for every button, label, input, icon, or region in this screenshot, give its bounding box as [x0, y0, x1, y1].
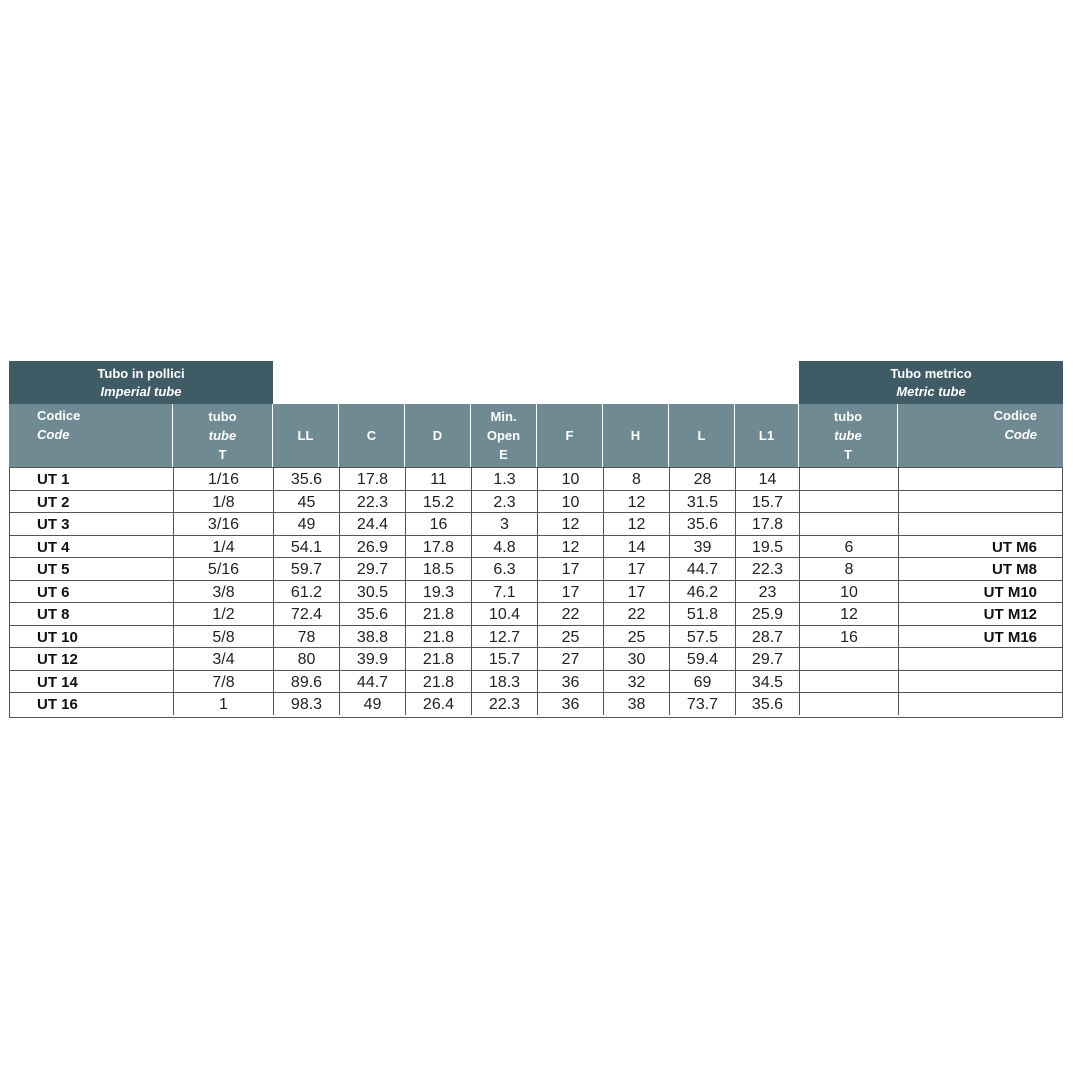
table-cell-mtube: 8 — [799, 558, 898, 580]
table-cell-mcode — [898, 468, 1063, 490]
table-row — [9, 692, 1063, 714]
column-header-line: T — [844, 447, 852, 462]
column-header-mcode — [898, 404, 1063, 467]
table-cell-f: 27 — [537, 648, 603, 670]
table-cell-ll: 45 — [273, 491, 339, 513]
table-row — [9, 647, 1063, 669]
column-header-tube — [173, 404, 273, 467]
table-cell-h: 25 — [603, 626, 669, 648]
table-cell-l1: 28.7 — [735, 626, 799, 648]
table-cell-c: 22.3 — [339, 491, 405, 513]
column-header-line: tubo — [208, 409, 237, 424]
table-cell-f: 17 — [537, 581, 603, 603]
table-cell-tube: 1 — [173, 693, 273, 715]
table-cell-h: 30 — [603, 648, 669, 670]
table-cell-l1: 17.8 — [735, 513, 799, 535]
table-cell-h: 14 — [603, 536, 669, 558]
column-header-h — [603, 404, 669, 467]
table-cell-l: 51.8 — [669, 603, 735, 625]
table-cell-code: UT 2 — [37, 493, 70, 511]
table-cell-tube: 3/4 — [173, 648, 273, 670]
table-cell-tube: 5/16 — [173, 558, 273, 580]
table-border-right — [1062, 467, 1063, 717]
column-header-line: H — [630, 428, 641, 443]
dimension-table — [9, 361, 1063, 717]
table-cell-mtube: 6 — [799, 536, 898, 558]
table-cell-mtube — [799, 671, 898, 693]
table-cell-l1: 29.7 — [735, 648, 799, 670]
table-cell-code: UT 8 — [37, 606, 70, 623]
table-cell-code: UT 4 — [37, 538, 70, 556]
table-cell-d: 11 — [405, 468, 471, 490]
table-cell-mtube — [799, 693, 898, 715]
table-cell-d: 16 — [405, 513, 471, 535]
table-cell-mcode — [898, 648, 1063, 670]
table-cell-l: 57.5 — [669, 626, 735, 648]
table-cell-l: 39 — [669, 536, 735, 558]
column-header-line: tube — [834, 428, 862, 443]
table-cell-e: 12.7 — [471, 626, 537, 648]
table-cell-h: 8 — [603, 468, 669, 490]
table-row — [9, 557, 1063, 579]
column-header-l1 — [735, 404, 799, 467]
table-cell-f: 10 — [537, 491, 603, 513]
table-cell-l1: 14 — [735, 468, 799, 490]
metric-tube-group-header — [799, 361, 1063, 404]
table-cell-f: 36 — [537, 671, 603, 693]
table-cell-l1: 25.9 — [735, 603, 799, 625]
table-cell-l: 46.2 — [669, 581, 735, 603]
table-cell-c: 29.7 — [339, 558, 405, 580]
table-cell-h: 12 — [603, 513, 669, 535]
column-header-line: D — [432, 428, 443, 443]
table-row — [9, 625, 1063, 647]
table-cell-ll: 35.6 — [273, 468, 339, 490]
column-header-line: Codice — [993, 408, 1037, 423]
table-row — [9, 512, 1063, 534]
table-cell-e: 18.3 — [471, 671, 537, 693]
column-header-line: tube — [208, 428, 237, 443]
table-cell-tube: 3/8 — [173, 581, 273, 603]
table-cell-h: 22 — [603, 603, 669, 625]
table-cell-l: 35.6 — [669, 513, 735, 535]
column-header-line: L1 — [758, 428, 775, 443]
table-cell-mcode: UT M10 — [898, 581, 1063, 603]
table-cell-l1: 22.3 — [735, 558, 799, 580]
table-cell-mtube — [799, 648, 898, 670]
table-cell-d: 21.8 — [405, 603, 471, 625]
table-cell-ll: 98.3 — [273, 693, 339, 715]
table-row — [9, 535, 1063, 557]
table-cell-e: 6.3 — [471, 558, 537, 580]
imperial-tube-group-header — [9, 361, 273, 404]
table-cell-c: 38.8 — [339, 626, 405, 648]
table-cell-mtube — [799, 468, 898, 490]
table-cell-tube: 1/2 — [173, 603, 273, 625]
table-row — [9, 490, 1063, 512]
table-cell-l: 69 — [669, 671, 735, 693]
table-cell-code: UT 3 — [37, 516, 70, 533]
table-row — [9, 467, 1063, 489]
column-header-f — [537, 404, 603, 467]
table-cell-e: 1.3 — [471, 468, 537, 490]
table-cell-code: UT 6 — [37, 583, 70, 601]
table-cell-code: UT 16 — [37, 696, 78, 713]
table-cell-c: 30.5 — [339, 581, 405, 603]
table-cell-c: 17.8 — [339, 468, 405, 490]
table-cell-l: 59.4 — [669, 648, 735, 670]
column-header-line: Min. — [490, 409, 517, 424]
table-cell-mcode — [898, 513, 1063, 535]
table-cell-h: 32 — [603, 671, 669, 693]
table-cell-code: UT 5 — [37, 561, 70, 578]
table-cell-d: 18.5 — [405, 558, 471, 580]
table-cell-mcode — [898, 671, 1063, 693]
column-header-line: tubo — [833, 409, 863, 424]
imperial-group-title: Tubo in pollici — [97, 365, 185, 381]
column-header-e — [471, 404, 537, 467]
table-cell-e: 4.8 — [471, 536, 537, 558]
table-cell-c: 26.9 — [339, 536, 405, 558]
table-cell-l: 31.5 — [669, 491, 735, 513]
table-cell-c: 39.9 — [339, 648, 405, 670]
table-cell-code: UT 1 — [37, 471, 70, 488]
table-cell-mcode — [898, 693, 1063, 715]
table-cell-code: UT 10 — [37, 628, 78, 646]
table-cell-c: 49 — [339, 693, 405, 715]
table-cell-h: 17 — [603, 581, 669, 603]
table-cell-c: 35.6 — [339, 603, 405, 625]
table-cell-mtube: 12 — [799, 603, 898, 625]
table-cell-e: 7.1 — [471, 581, 537, 603]
column-header-row — [9, 404, 1063, 467]
table-cell-c: 24.4 — [339, 513, 405, 535]
table-cell-d: 19.3 — [405, 581, 471, 603]
table-cell-f: 36 — [537, 693, 603, 715]
column-header-line: Code — [1004, 427, 1037, 442]
table-cell-ll: 80 — [273, 648, 339, 670]
table-cell-mcode: UT M8 — [898, 558, 1063, 580]
table-row — [9, 670, 1063, 692]
table-cell-f: 10 — [537, 468, 603, 490]
table-cell-tube: 1/16 — [173, 468, 273, 490]
table-cell-e: 10.4 — [471, 603, 537, 625]
table-row — [9, 602, 1063, 624]
table-border-left — [9, 467, 10, 717]
column-header-ll — [273, 404, 339, 467]
table-cell-ll: 61.2 — [273, 581, 339, 603]
column-header-mtube — [799, 404, 898, 467]
table-cell-mtube: 10 — [799, 581, 898, 603]
table-cell-l: 28 — [669, 468, 735, 490]
table-cell-h: 38 — [603, 693, 669, 715]
table-cell-l1: 19.5 — [735, 536, 799, 558]
table-body — [9, 467, 1063, 718]
column-header-line: F — [565, 428, 574, 443]
table-cell-e: 22.3 — [471, 693, 537, 715]
table-cell-f: 17 — [537, 558, 603, 580]
table-cell-ll: 78 — [273, 626, 339, 648]
table-cell-e: 2.3 — [471, 491, 537, 513]
column-header-c — [339, 404, 405, 467]
imperial-group-subtitle: Imperial tube — [100, 383, 182, 399]
table-cell-tube: 5/8 — [173, 626, 273, 648]
table-cell-d: 26.4 — [405, 693, 471, 715]
table-cell-h: 12 — [603, 491, 669, 513]
column-header-l — [669, 404, 735, 467]
table-cell-mtube — [799, 513, 898, 535]
table-cell-d: 15.2 — [405, 491, 471, 513]
table-cell-e: 3 — [471, 513, 537, 535]
table-cell-l1: 34.5 — [735, 671, 799, 693]
table-cell-ll: 49 — [273, 513, 339, 535]
table-cell-h: 17 — [603, 558, 669, 580]
table-cell-l1: 23 — [735, 581, 799, 603]
table-cell-e: 15.7 — [471, 648, 537, 670]
metric-group-subtitle: Metric tube — [896, 383, 966, 399]
table-row — [9, 580, 1063, 602]
table-cell-ll: 89.6 — [273, 671, 339, 693]
column-header-line: LL — [297, 428, 314, 443]
column-header-code — [9, 404, 173, 467]
table-cell-d: 21.8 — [405, 648, 471, 670]
table-cell-tube: 3/16 — [173, 513, 273, 535]
table-cell-mcode: UT M16 — [898, 626, 1063, 648]
table-cell-f: 12 — [537, 513, 603, 535]
column-header-line: Code — [37, 427, 70, 442]
table-cell-code: UT 12 — [37, 651, 78, 668]
column-header-line: Open — [486, 428, 521, 443]
table-cell-l1: 15.7 — [735, 491, 799, 513]
metric-group-title: Tubo metrico — [890, 365, 972, 381]
column-header-line: E — [499, 447, 508, 462]
table-cell-mcode — [898, 491, 1063, 513]
table-cell-mcode: UT M6 — [898, 536, 1063, 558]
table-cell-ll: 59.7 — [273, 558, 339, 580]
column-header-line: L — [697, 428, 706, 443]
table-cell-l1: 35.6 — [735, 693, 799, 715]
table-cell-f: 12 — [537, 536, 603, 558]
table-cell-mtube: 16 — [799, 626, 898, 648]
table-cell-tube: 1/8 — [173, 491, 273, 513]
table-cell-code: UT 14 — [37, 673, 78, 691]
table-cell-d: 17.8 — [405, 536, 471, 558]
table-cell-mcode: UT M12 — [898, 603, 1063, 625]
table-cell-f: 22 — [537, 603, 603, 625]
column-header-line: Codice — [37, 408, 81, 423]
table-cell-l: 44.7 — [669, 558, 735, 580]
table-cell-d: 21.8 — [405, 626, 471, 648]
table-cell-mtube — [799, 491, 898, 513]
column-header-line: T — [218, 447, 227, 462]
table-cell-ll: 72.4 — [273, 603, 339, 625]
table-cell-f: 25 — [537, 626, 603, 648]
table-cell-tube: 1/4 — [173, 536, 273, 558]
column-header-line: C — [366, 428, 377, 443]
table-cell-ll: 54.1 — [273, 536, 339, 558]
table-cell-d: 21.8 — [405, 671, 471, 693]
column-header-d — [405, 404, 471, 467]
table-cell-l: 73.7 — [669, 693, 735, 715]
table-cell-tube: 7/8 — [173, 671, 273, 693]
table-cell-c: 44.7 — [339, 671, 405, 693]
